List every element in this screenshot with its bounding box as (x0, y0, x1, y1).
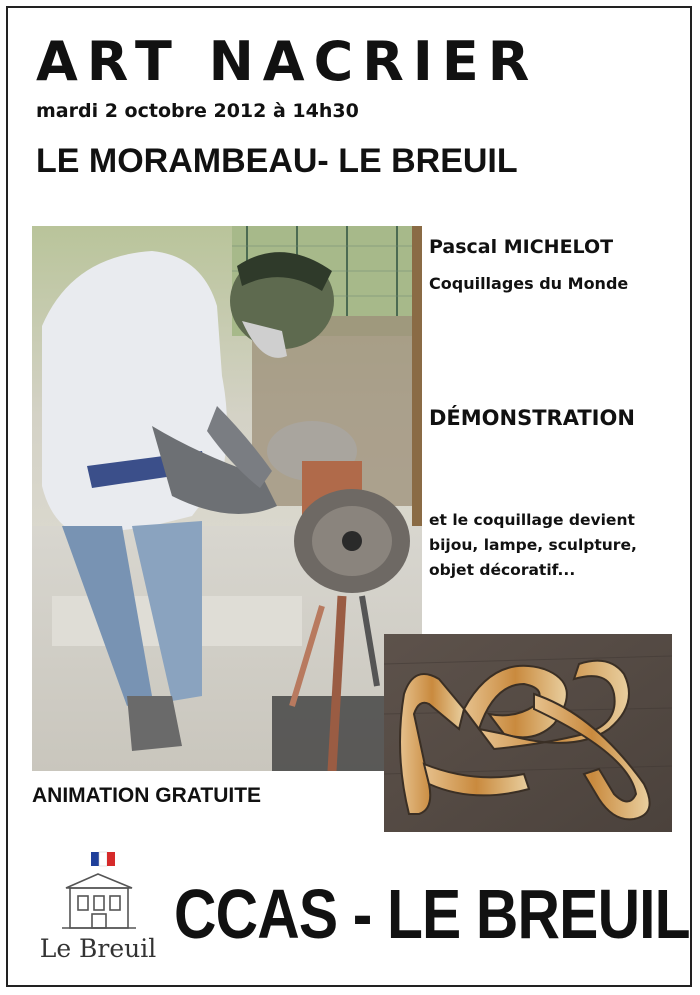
description-line-3: objet décoratif... (429, 561, 576, 579)
le-breuil-logo (28, 848, 168, 978)
artist-company: Coquillages du Monde (429, 274, 629, 293)
description-line-2: bijou, lampe, sculpture, (429, 536, 637, 554)
craftsman-photo (32, 226, 422, 771)
description-line-1: et le coquillage devient (429, 511, 635, 529)
artist-name: Pascal MICHELOT (429, 236, 614, 258)
event-type: DÉMONSTRATION (429, 406, 635, 430)
logo-text: Le Breuil (39, 934, 157, 963)
craftsman-illustration (32, 226, 422, 771)
nacre-artwork-photo (384, 634, 672, 832)
event-description (429, 508, 637, 583)
town-hall-icon (28, 848, 168, 934)
poster-title: ART NACRIER (36, 30, 539, 93)
nacre-artwork-illustration (384, 634, 672, 832)
event-date: mardi 2 octobre 2012 à 14h30 (36, 100, 359, 122)
free-animation-label: ANIMATION GRATUITE (32, 784, 262, 807)
poster (6, 6, 692, 987)
organizer-name: CCAS - LE BREUIL (174, 875, 690, 953)
event-location: LE MORAMBEAU- LE BREUIL (36, 142, 518, 180)
